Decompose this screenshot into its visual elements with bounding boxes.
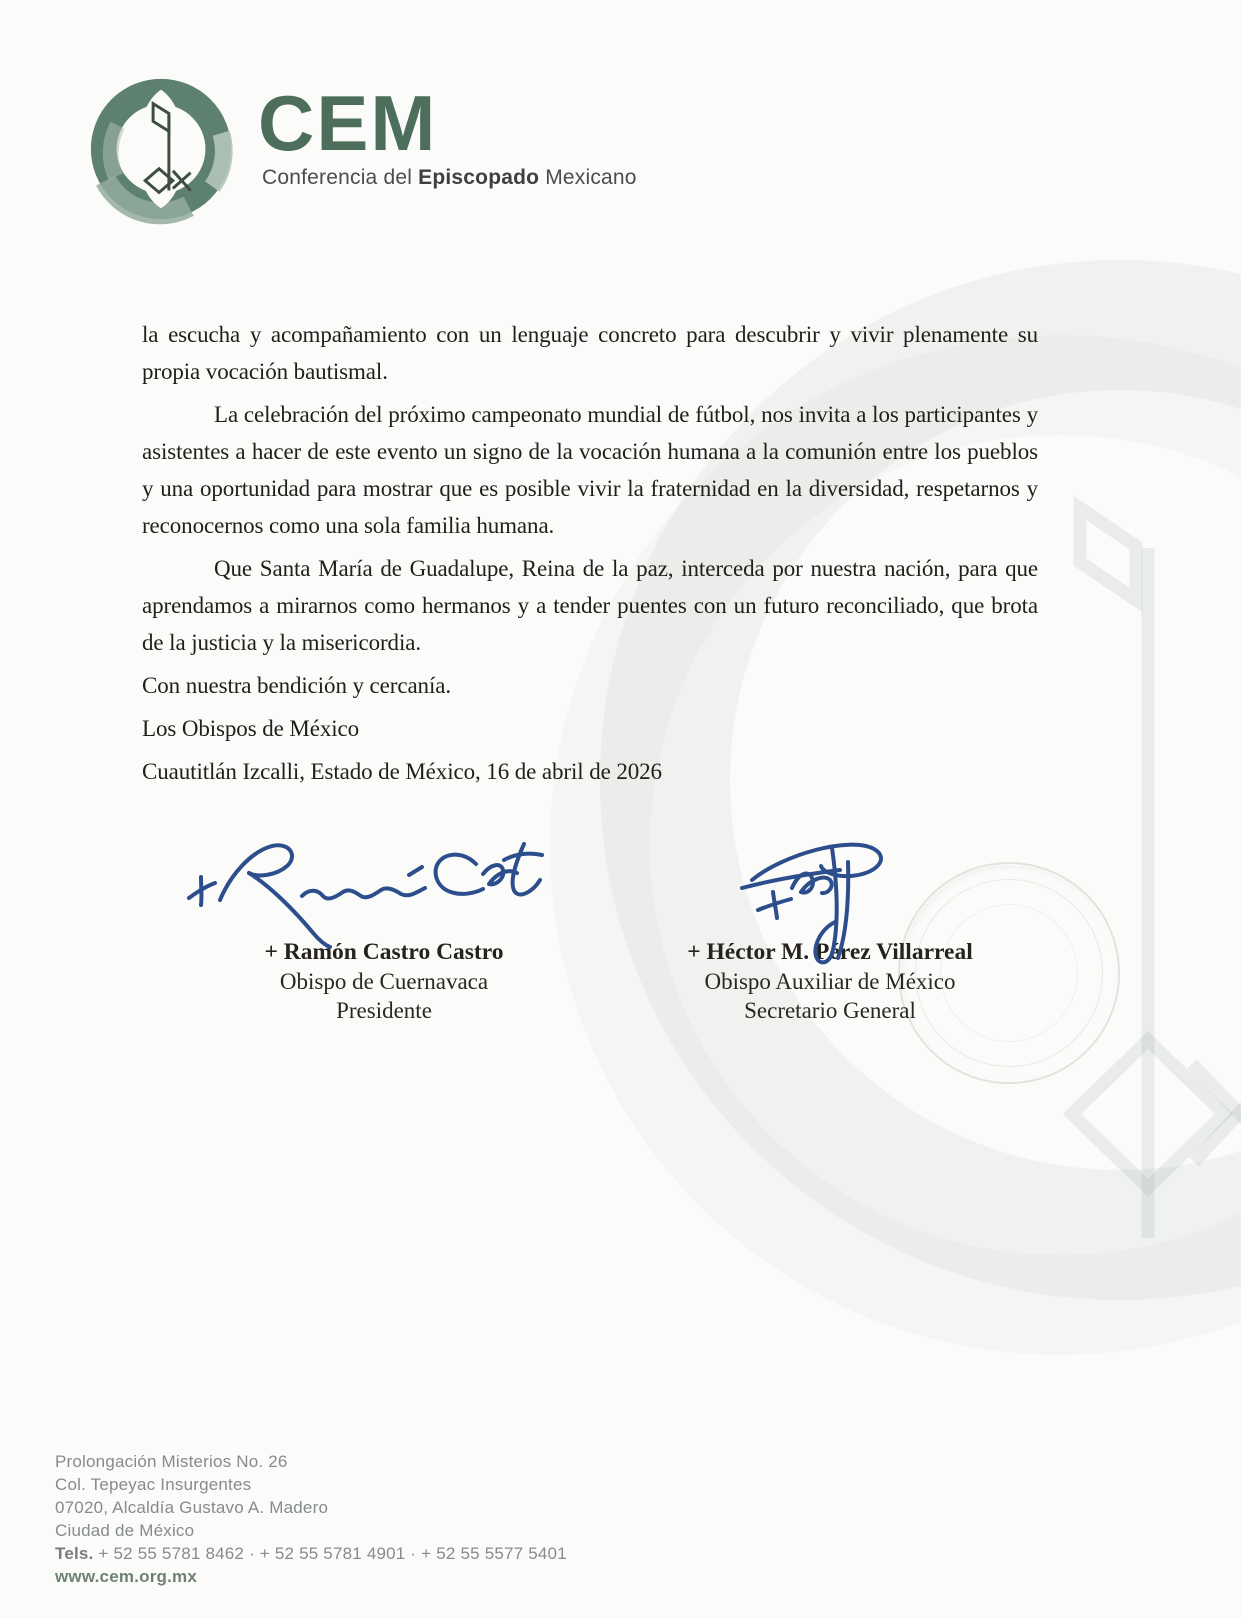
dateline: Cuautitlán Izcalli, Estado de México, 16 de abril de 2026 bbox=[142, 759, 662, 784]
paragraph-3: Que Santa María de Guadalupe, Reina de la paz, interceda por nuestra nación, para que aprendamos a mirarnos como hermanos y a tender puentes con un futuro reconciliado, que brota de la justicia y la misericordia. bbox=[142, 556, 1038, 655]
phone-line: Tels. + 52 55 5781 8462 · + 52 55 5781 4901 · + 52 55 5577 5401 bbox=[55, 1544, 567, 1563]
signer-title: Obispo de Cuernavaca bbox=[279, 969, 489, 994]
brand-block bbox=[258, 68, 637, 190]
paragraph-1: la escucha y acompañamiento con un lenguaje concreto para descubrir y vivir plenamente su propia vocación bautismal. bbox=[142, 322, 1038, 384]
address-line: 07020, Alcaldía Gustavo A. Madero bbox=[55, 1498, 329, 1517]
signer-name: + Héctor M. Pérez Villarreal bbox=[687, 939, 973, 965]
cem-logo-icon bbox=[82, 68, 240, 230]
letter-body bbox=[142, 316, 1038, 796]
signer-title: Obispo Auxiliar de México bbox=[704, 969, 956, 994]
signature-ramon-castro bbox=[184, 834, 546, 950]
brand-name: CEM bbox=[258, 79, 438, 167]
signoff-line: Los Obispos de México bbox=[142, 716, 360, 741]
paragraph-2: La celebración del próximo campeonato mundial de fútbol, nos invita a los participantes y asistentes a hacer de este evento un signo de la vocación humana a la comunión entre los pueblos y una oportunidad para mostrar que es posible vivir la fraternidad en la diversidad, respetarnos y reconocernos como una sola familia humana. bbox=[142, 402, 1038, 538]
address-line: Prolongación Misterios No. 26 bbox=[55, 1452, 288, 1471]
letterhead bbox=[82, 68, 637, 230]
website-text: www.cem.org.mx bbox=[55, 1567, 197, 1586]
signer-name: + Ramón Castro Castro bbox=[264, 939, 504, 965]
signature-hector-perez bbox=[736, 822, 906, 974]
footer-address bbox=[55, 1450, 567, 1588]
signer-role: Secretario General bbox=[744, 998, 916, 1023]
address-line: Col. Tepeyac Insurgentes bbox=[55, 1475, 252, 1494]
signature-block-left bbox=[200, 938, 568, 1025]
closing-line: Con nuestra bendición y cercanía. bbox=[142, 673, 451, 698]
brand-subtitle: Conferencia del Episcopado Mexicano bbox=[262, 166, 637, 189]
signer-role: Presidente bbox=[336, 998, 432, 1023]
address-line: Ciudad de México bbox=[55, 1521, 195, 1540]
